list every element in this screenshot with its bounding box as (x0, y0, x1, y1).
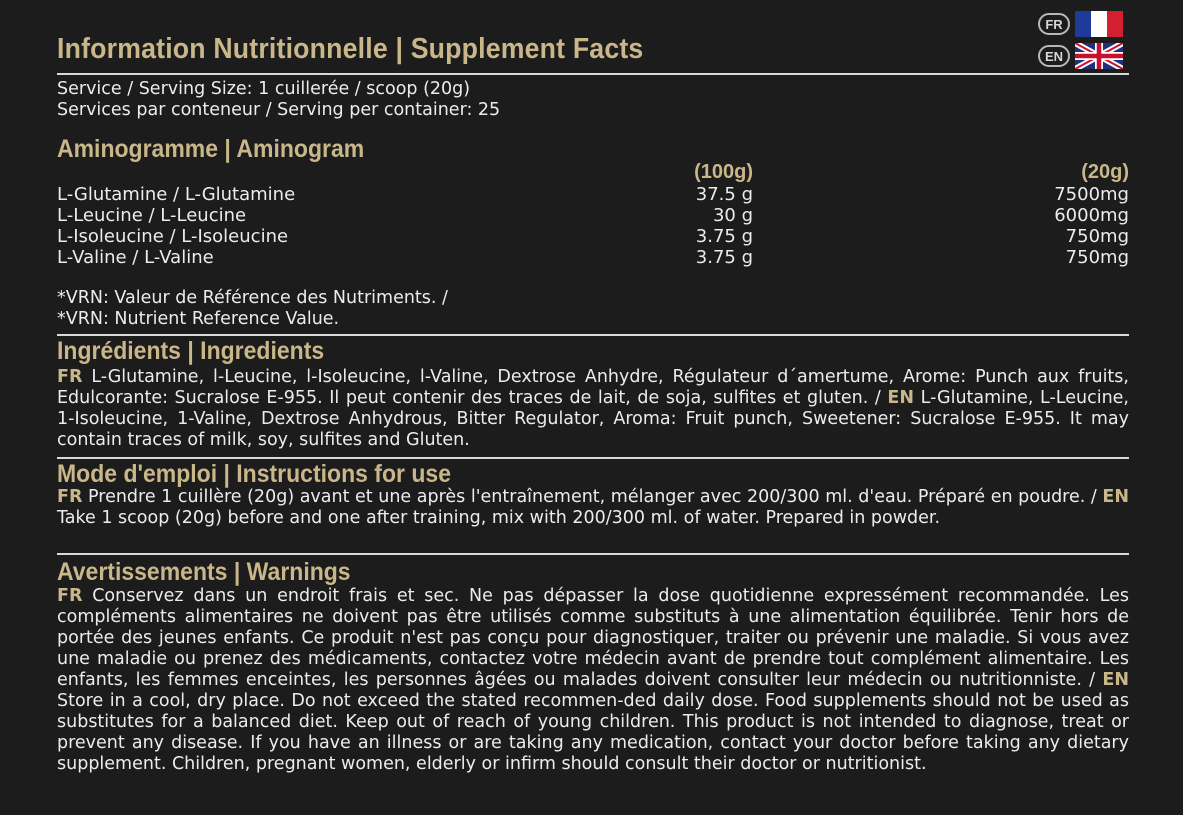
aminogram-table (57, 162, 1129, 268)
table-row (57, 205, 1129, 226)
warnings-text (57, 586, 1129, 775)
amino-per-100g: 3.75 g (695, 247, 753, 268)
ingredients-fr: L-Glutamine, l-Leucine, l-Isoleucine, l-Valine, Dextrose Anhydre, Régulateur d´amertume, Arome: Punch aux fruits, Edulcorante: Sucralose E-955. Il peut contenir des traces de lait, de soja, sulfites et gluten. / (57, 367, 1129, 408)
warnings-en: Store in a cool, dry place. Do not exceed the stated recommen-ded daily dose. Food supplements should not be used as substitutes for a balanced diet. Keep out of reach of young children. This product is not intended to diagnose, treat or prevent any disease. If you have an illness or are taking any medication, contact your doctor before taking any dietary supplement. Children, pregnant women, elderly or infirm should consult their doctor or nutritionist. (57, 691, 1129, 774)
warnings-heading: Avertissements | Warnings (57, 558, 351, 586)
column-100g: (100g) (694, 161, 753, 183)
lang-badge-fr: FR (1038, 13, 1070, 35)
page-title: Information Nutritionnelle | Supplement Facts (57, 33, 644, 65)
usage-heading: Mode d'emploi | Instructions for use (57, 460, 451, 488)
title-divider (57, 73, 1129, 75)
section-divider (57, 334, 1129, 336)
aminogram-header-row (57, 162, 1129, 184)
uk-flag-icon (1075, 43, 1123, 69)
amino-per-20g: 750mg (1065, 247, 1129, 268)
warnings-fr: Conservez dans un endroit frais et sec. Ne pas dépasser la dose quotidienne expressément recommandée. Les compléments alimentaires ne doivent pas être utilisés comme substituts à une alimentation équilibrée. Tenir hors de portée des jeunes enfants. Ce produit n'est pas conçu pour diagnostiquer, traiter ou prévenir une maladie. Si vous avez une maladie ou prenez des médicaments, contactez votre médecin avant de prendre tout complément alimentaire. Les enfants, les femmes enceintes, les personnes âgées ou malades doivent consulter leur médecin ou nutritionniste. / (57, 586, 1129, 690)
ingredients-en: L-Glutamine, L-Leucine, 1-Isoleucine, 1-Valine, Dextrose Anhydrous, Bitter Regulator, Aroma: Fruit punch, Sweetener: Sucralose E-955. It may contain traces of milk, soy, sulfites and Gluten. (57, 388, 1129, 450)
usage-text (57, 487, 1129, 529)
flag-row-en (1038, 42, 1130, 70)
usage-en: Take 1 scoop (20g) before and one after training, mix with 200/300 ml. of water. Prepared in powder. (57, 508, 941, 528)
vrn-note (57, 288, 1129, 330)
servings-per-container: Services par conteneur / Serving per container: 25 (57, 100, 501, 120)
lang-tag-en: EN (1102, 670, 1129, 690)
table-row (57, 226, 1129, 247)
vrn-note-fr: *VRN: Valeur de Référence des Nutriments. / (57, 288, 448, 308)
amino-per-100g: 3.75 g (695, 226, 753, 247)
amino-name: L-Valine / L-Valine (57, 247, 214, 268)
vrn-note-en: *VRN: Nutrient Reference Value. (57, 309, 340, 329)
table-row (57, 184, 1129, 205)
amino-name: L-Isoleucine / L-Isoleucine (57, 226, 289, 247)
amino-per-20g: 750mg (1065, 226, 1129, 247)
lang-tag-fr: FR (57, 367, 83, 387)
ingredients-text (57, 367, 1129, 451)
usage-fr: Prendre 1 cuillère (20g) avant et une après l'entraînement, mélanger avec 200/300 ml. d'eau. Préparé en poudre. / (88, 487, 1097, 507)
amino-per-20g: 6000mg (1054, 205, 1129, 226)
serving-size: Service / Serving Size: 1 cuillerée / scoop (20g) (57, 79, 471, 99)
amino-name: L-Leucine / L-Leucine (57, 205, 247, 226)
section-divider (57, 553, 1129, 555)
amino-per-20g: 7500mg (1054, 184, 1129, 205)
amino-per-100g: 37.5 g (695, 184, 753, 205)
lang-tag-fr: FR (57, 586, 83, 606)
ingredients-heading: Ingrédients | Ingredients (57, 337, 325, 365)
language-flags (1038, 10, 1130, 74)
lang-tag-en: EN (887, 388, 915, 408)
serving-info (57, 79, 1129, 121)
lang-tag-en: EN (1102, 487, 1129, 507)
french-flag-icon (1075, 11, 1123, 37)
lang-tag-fr: FR (57, 487, 83, 507)
amino-per-100g: 30 g (712, 205, 753, 226)
table-row (57, 247, 1129, 268)
amino-name: L-Glutamine / L-Glutamine (57, 184, 296, 205)
aminogram-heading: Aminogramme | Aminogram (57, 135, 365, 163)
flag-row-fr (1038, 10, 1130, 38)
column-20g: (20g) (1081, 161, 1129, 183)
section-divider (57, 457, 1129, 459)
lang-badge-en: EN (1038, 45, 1070, 67)
